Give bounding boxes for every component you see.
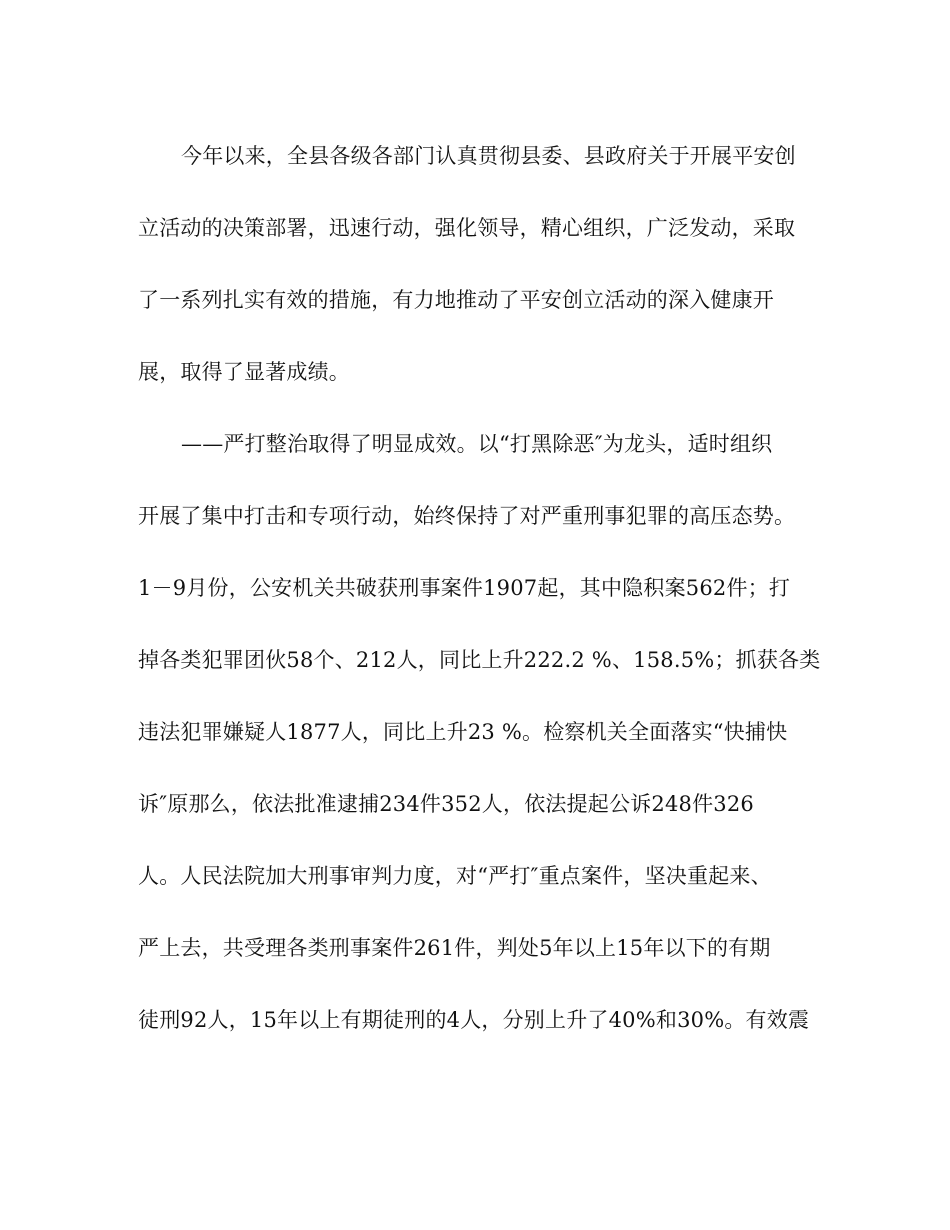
- paragraph-2-line-7: 人。人民法院加大刑事审判力度，对“严打″重点案件，坚决重起来、: [138, 864, 772, 888]
- paragraph-2-line-1: ——严打整治取得了明显成效。以“打黑除恶″为龙头，适时组织: [181, 432, 773, 456]
- paragraph-2-line-9: 徒刑92人，15年以上有期徒刑的4人，分别上升了40%和30%。有效震: [138, 1008, 810, 1032]
- paragraph-1-line-2: 立活动的决策部署，迅速行动，强化领导，精心组织，广泛发动，采取: [138, 216, 796, 240]
- paragraph-2-line-5: 违法犯罪嫌疑人1877人，同比上升23 %。检察机关全面落实“快捕快: [138, 720, 788, 744]
- paragraph-2-line-3: 1－9月份，公安机关共破获刑事案件1907起，其中隐积案562件；打: [138, 576, 791, 600]
- paragraph-1-line-1: 今年以来，全县各级各部门认真贯彻县委、县政府关于开展平安创: [181, 144, 796, 168]
- paragraph-2-line-2: 开展了集中打击和专项行动，始终保持了对严重刑事犯罪的高压态势。: [138, 504, 796, 528]
- paragraph-2-line-6: 诉″原那么，依法批准逮捕234件352人，依法提起公诉248件326: [138, 792, 754, 816]
- paragraph-1-line-3: 了一系列扎实有效的措施，有力地推动了平安创立活动的深入健康开: [138, 288, 774, 312]
- paragraph-2-line-4: 掉各类犯罪团伙58个、212人，同比上升222.2 %、158.5%；抓获各类: [138, 648, 821, 672]
- paragraph-2-line-8: 严上去，共受理各类刑事案件261件，判处5年以上15年以下的有期: [138, 936, 771, 960]
- paragraph-1-line-4: 展，取得了显著成绩。: [138, 360, 350, 384]
